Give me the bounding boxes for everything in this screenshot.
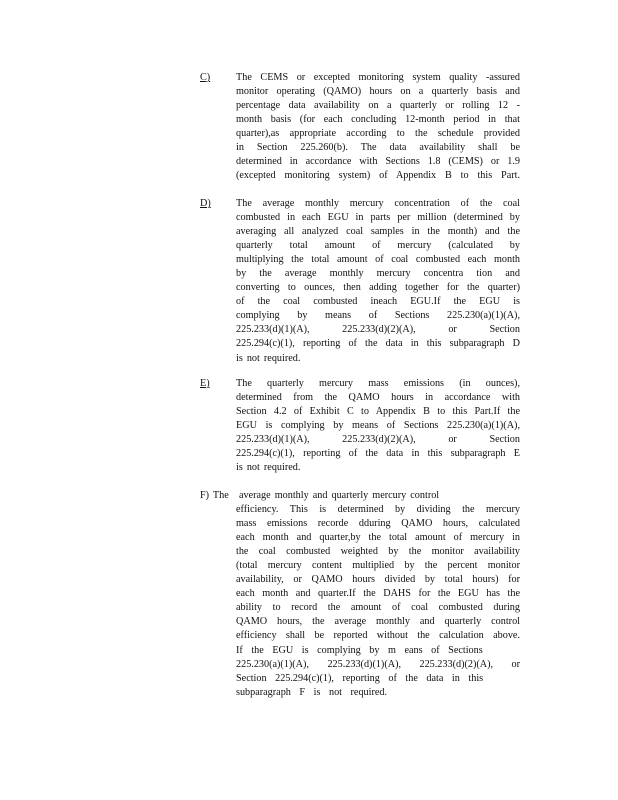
paragraph-line: 225.233(d)(1)(A), 225.233(d)(2)(A), or Section (236, 434, 520, 446)
paragraph-line: monitor operating (QAMO) hours on a quarterly basis and (236, 86, 520, 98)
paragraph-line: If the EGU is complying by m eans of Sections (236, 644, 483, 656)
paragraph-text: average monthly and quarterly mercury control (239, 490, 440, 501)
paragraph-marker: E) (200, 378, 210, 389)
paragraph-line: quarterly total amount of mercury (calculated by (236, 240, 520, 252)
paragraph-marker: C) (200, 72, 211, 83)
paragraph-line: subparagraph F is not required. (236, 686, 388, 698)
paragraph-line: multiplying the total amount of coal combusted each month (236, 254, 520, 266)
paragraph-line: of the coal combusted ineach EGU.If the EGU is (236, 296, 520, 308)
paragraph-line: ability to record the amount of coal combusted during (236, 602, 520, 614)
paragraph-line: efficiency. This is determined by dividing the mercury (236, 504, 520, 516)
paragraph-line: (total mercury content multiplied by the percent monitor (236, 560, 520, 572)
paragraph-c (200, 71, 520, 183)
paragraph-line: determined in accordance with Sections 1.8 (CEMS) or 1.9 (236, 156, 520, 168)
paragraph-line (200, 377, 520, 391)
paragraph-line: Section 225.294(c)(1), reporting of the data in this (236, 672, 484, 684)
paragraph-line: 225.230(a)(1)(A), 225.233(d)(1)(A), 225.233(d)(2)(A), or (236, 658, 520, 670)
paragraph-line: EGU is complying by means of Sections 225.230(a)(1)(A), (236, 420, 520, 432)
paragraph-text: The quarterly mercury mass emissions (in ounces), (236, 378, 520, 389)
paragraph-line: mass emissions recorde dduring QAMO hours, calculated (236, 518, 520, 530)
paragraph-text: The CEMS or excepted monitoring system quality -assured (236, 72, 520, 83)
paragraph-line: each month and quarter.If the DAHS for the EGU has the (236, 588, 520, 600)
paragraph-line: is not required. (236, 352, 301, 364)
paragraph-line: (excepted monitoring system) of Appendix B to this Part. (236, 170, 520, 182)
paragraph-line: is not required. (236, 462, 301, 474)
paragraph-line: converting to ounces, then adding together for the quarter) (236, 282, 520, 294)
paragraph-marker: F) The (200, 490, 229, 501)
paragraph-e (200, 377, 520, 475)
paragraph-line: quarter),as appropriate according to the schedule provided (236, 128, 520, 140)
paragraph-line: averaging all analyzed coal samples in the month) and the (236, 226, 520, 238)
paragraph-line: efficiency shall be reported without the calculation above. (236, 630, 520, 642)
paragraph-line: 225.233(d)(1)(A), 225.233(d)(2)(A), or Section (236, 324, 520, 336)
paragraph-line: in Section 225.260(b). The data availability shall be (236, 142, 520, 154)
paragraph-line: 225.294(c)(1), reporting of the data in this subparagraph D (236, 338, 520, 350)
paragraph-line (200, 71, 520, 85)
paragraph-f (200, 489, 520, 700)
paragraph-line (200, 197, 520, 211)
paragraph-line: percentage data availability on a quarterly or rolling 12 - (236, 100, 520, 112)
paragraph-line: each month and quarter,by the total amount of mercury in (236, 532, 520, 544)
paragraph-line: by the average monthly mercury concentra tion and (236, 268, 520, 280)
paragraph-line: complying by means of Sections 225.230(a)(1)(A), (236, 310, 520, 322)
paragraph-line: determined from the QAMO hours in accordance with (236, 392, 520, 404)
paragraph-marker: D) (200, 198, 211, 209)
paragraph-line: combusted in each EGU in parts per million (determined by (236, 212, 520, 224)
paragraph-line: availability, or QAMO hours divided by total hours) for (236, 574, 520, 586)
paragraph-line: the coal combusted weighted by the monitor availability (236, 546, 520, 558)
paragraph-line: Section 4.2 of Exhibit C to Appendix B to this Part.If the (236, 406, 520, 418)
paragraph-line: QAMO hours, the average monthly and quarterly control (236, 616, 520, 628)
paragraph-line (200, 489, 520, 503)
paragraph-line: month basis (for each concluding 12-month period in that (236, 114, 520, 126)
paragraph-d (200, 197, 520, 366)
paragraph-text: The average monthly mercury concentration of the coal (236, 198, 520, 209)
paragraph-line: 225.294(c)(1), reporting of the data in this subparagraph E (236, 448, 520, 460)
